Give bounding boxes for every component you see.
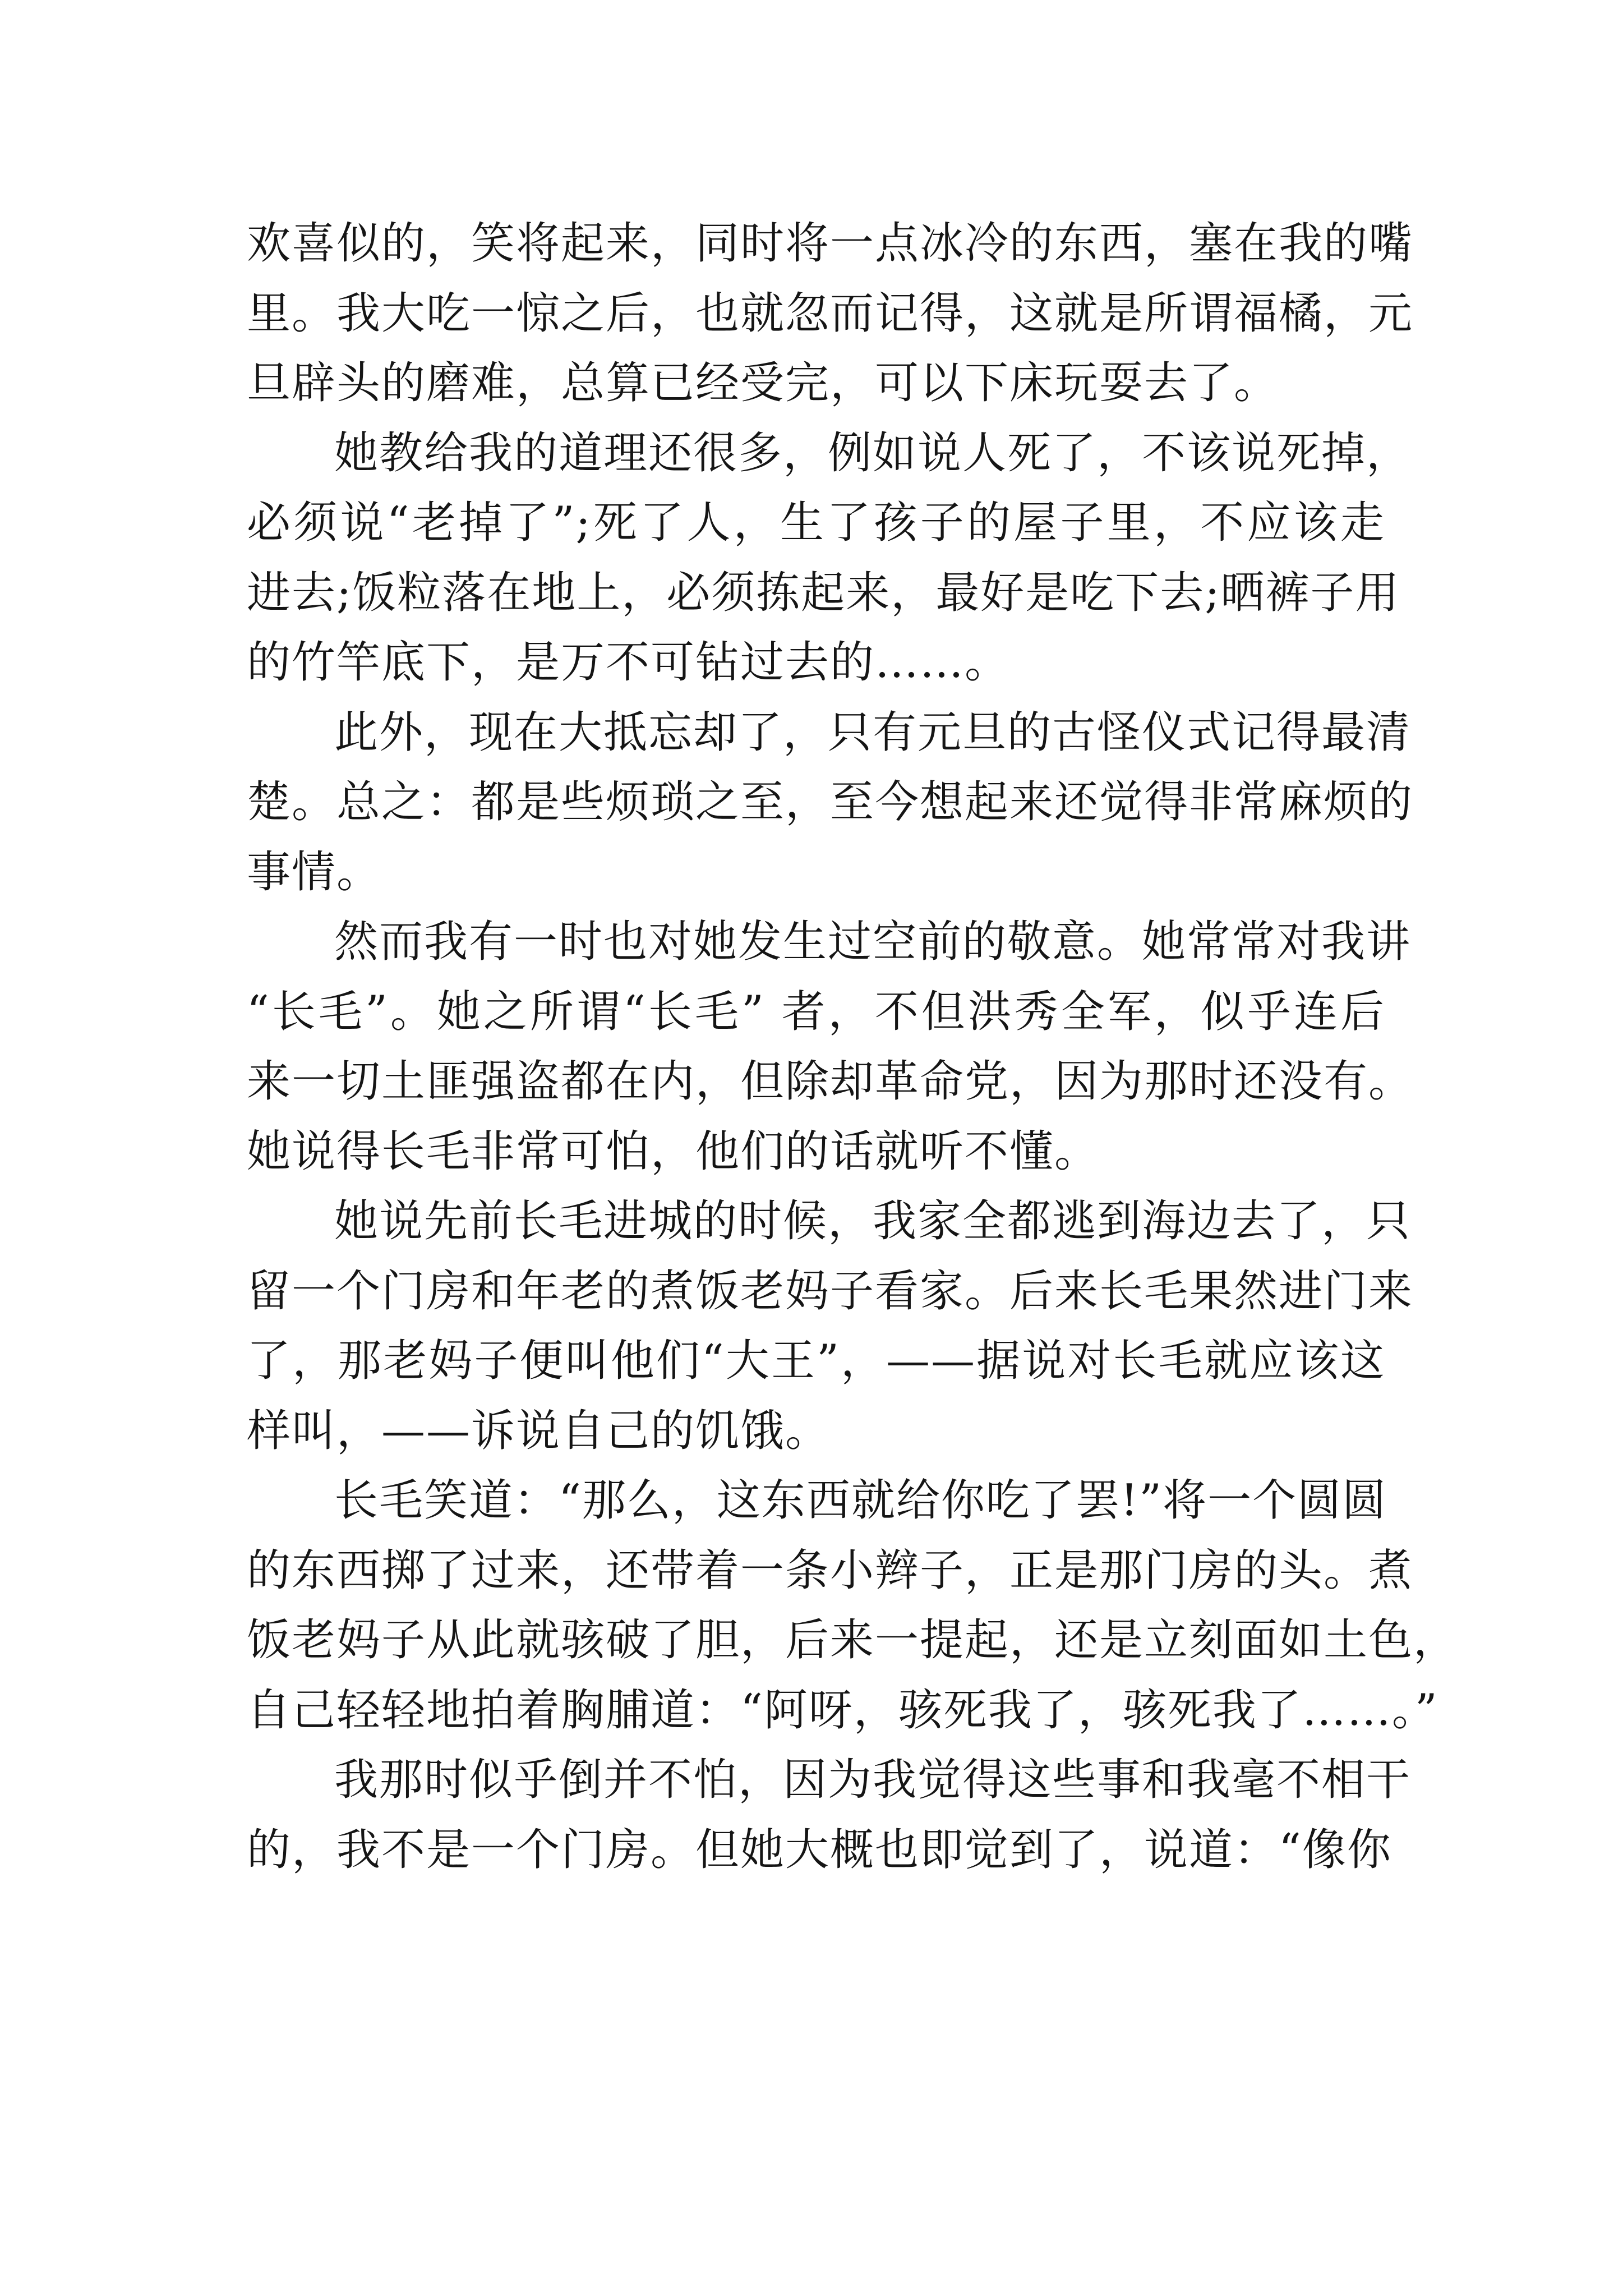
paragraph-first-line: 此外，现在大抵忘却了，只有元旦的古怪仪式记得最清 xyxy=(334,707,1412,758)
text-line: “长毛”。她之所谓“长毛” 者，不但洪秀全军，似乎连后 xyxy=(247,986,1385,1037)
text-line: 的东西掷了过来，还带着一条小辫子，正是那门房的头。煮 xyxy=(247,1545,1414,1596)
text-line: 里。我大吃一惊之后，也就忽而记得，这就是所谓福橘，元 xyxy=(247,288,1414,339)
text-line: 的，我不是一个门房。但她大概也即觉到了，说道：“像你 xyxy=(247,1824,1392,1875)
text-line: 来一切土匪强盗都在内，但除却革命党，因为那时还没有。 xyxy=(247,1056,1414,1107)
text-line: 了，那老妈子便叫他们“大王”，——据说对长毛就应该这 xyxy=(247,1336,1385,1386)
text-line: 自己轻轻地拍着胸脯道：“阿呀，骇死我了，骇死我了……。” xyxy=(247,1685,1438,1736)
text-line: 的竹竿底下，是万不可钻过去的……。 xyxy=(247,637,1010,688)
text-line: 样叫，——诉说自己的饥饿。 xyxy=(247,1405,831,1456)
text-line: 进去;饭粒落在地上，必须拣起来，最好是吃下去;晒裤子用 xyxy=(247,567,1400,618)
text-line: 楚。总之：都是些烦琐之至，至今想起来还觉得非常麻烦的 xyxy=(247,777,1414,827)
paragraph-first-line: 我那时似乎倒并不怕，因为我觉得这些事和我毫不相干 xyxy=(334,1755,1412,1805)
paragraph-first-line: 她教给我的道理还很多，例如说人死了，不该说死掉， xyxy=(334,427,1412,478)
text-line: 饭老妈子从此就骇破了胆，后来一提起，还是立刻面如土色， xyxy=(247,1615,1459,1665)
text-line: 事情。 xyxy=(247,846,382,898)
text-line: 她说得长毛非常可怕，他们的话就听不懂。 xyxy=(247,1126,1100,1177)
text-line: 欢喜似的，笑将起来，同时将一点冰冷的东西，塞在我的嘴 xyxy=(247,218,1414,269)
paragraph-first-line: 长毛笑道：“那么，这东西就给你吃了罢!”将一个圆圆 xyxy=(334,1475,1387,1526)
text-line: 旦辟头的磨难，总算已经受完，可以下床玩耍去了。 xyxy=(247,358,1279,408)
body-text xyxy=(247,209,1459,1885)
paragraph-first-line: 然而我有一时也对她发生过空前的敬意。她常常对我讲 xyxy=(334,917,1412,967)
text-line: 留一个门房和年老的煮饭老妈子看家。后来长毛果然进门来 xyxy=(247,1266,1414,1317)
text-line: 必须说“老掉了”;死了人，生了孩子的屋子里，不应该走 xyxy=(247,498,1385,548)
paragraph-first-line: 她说先前长毛进城的时候，我家全都逃到海边去了，只 xyxy=(334,1196,1412,1246)
